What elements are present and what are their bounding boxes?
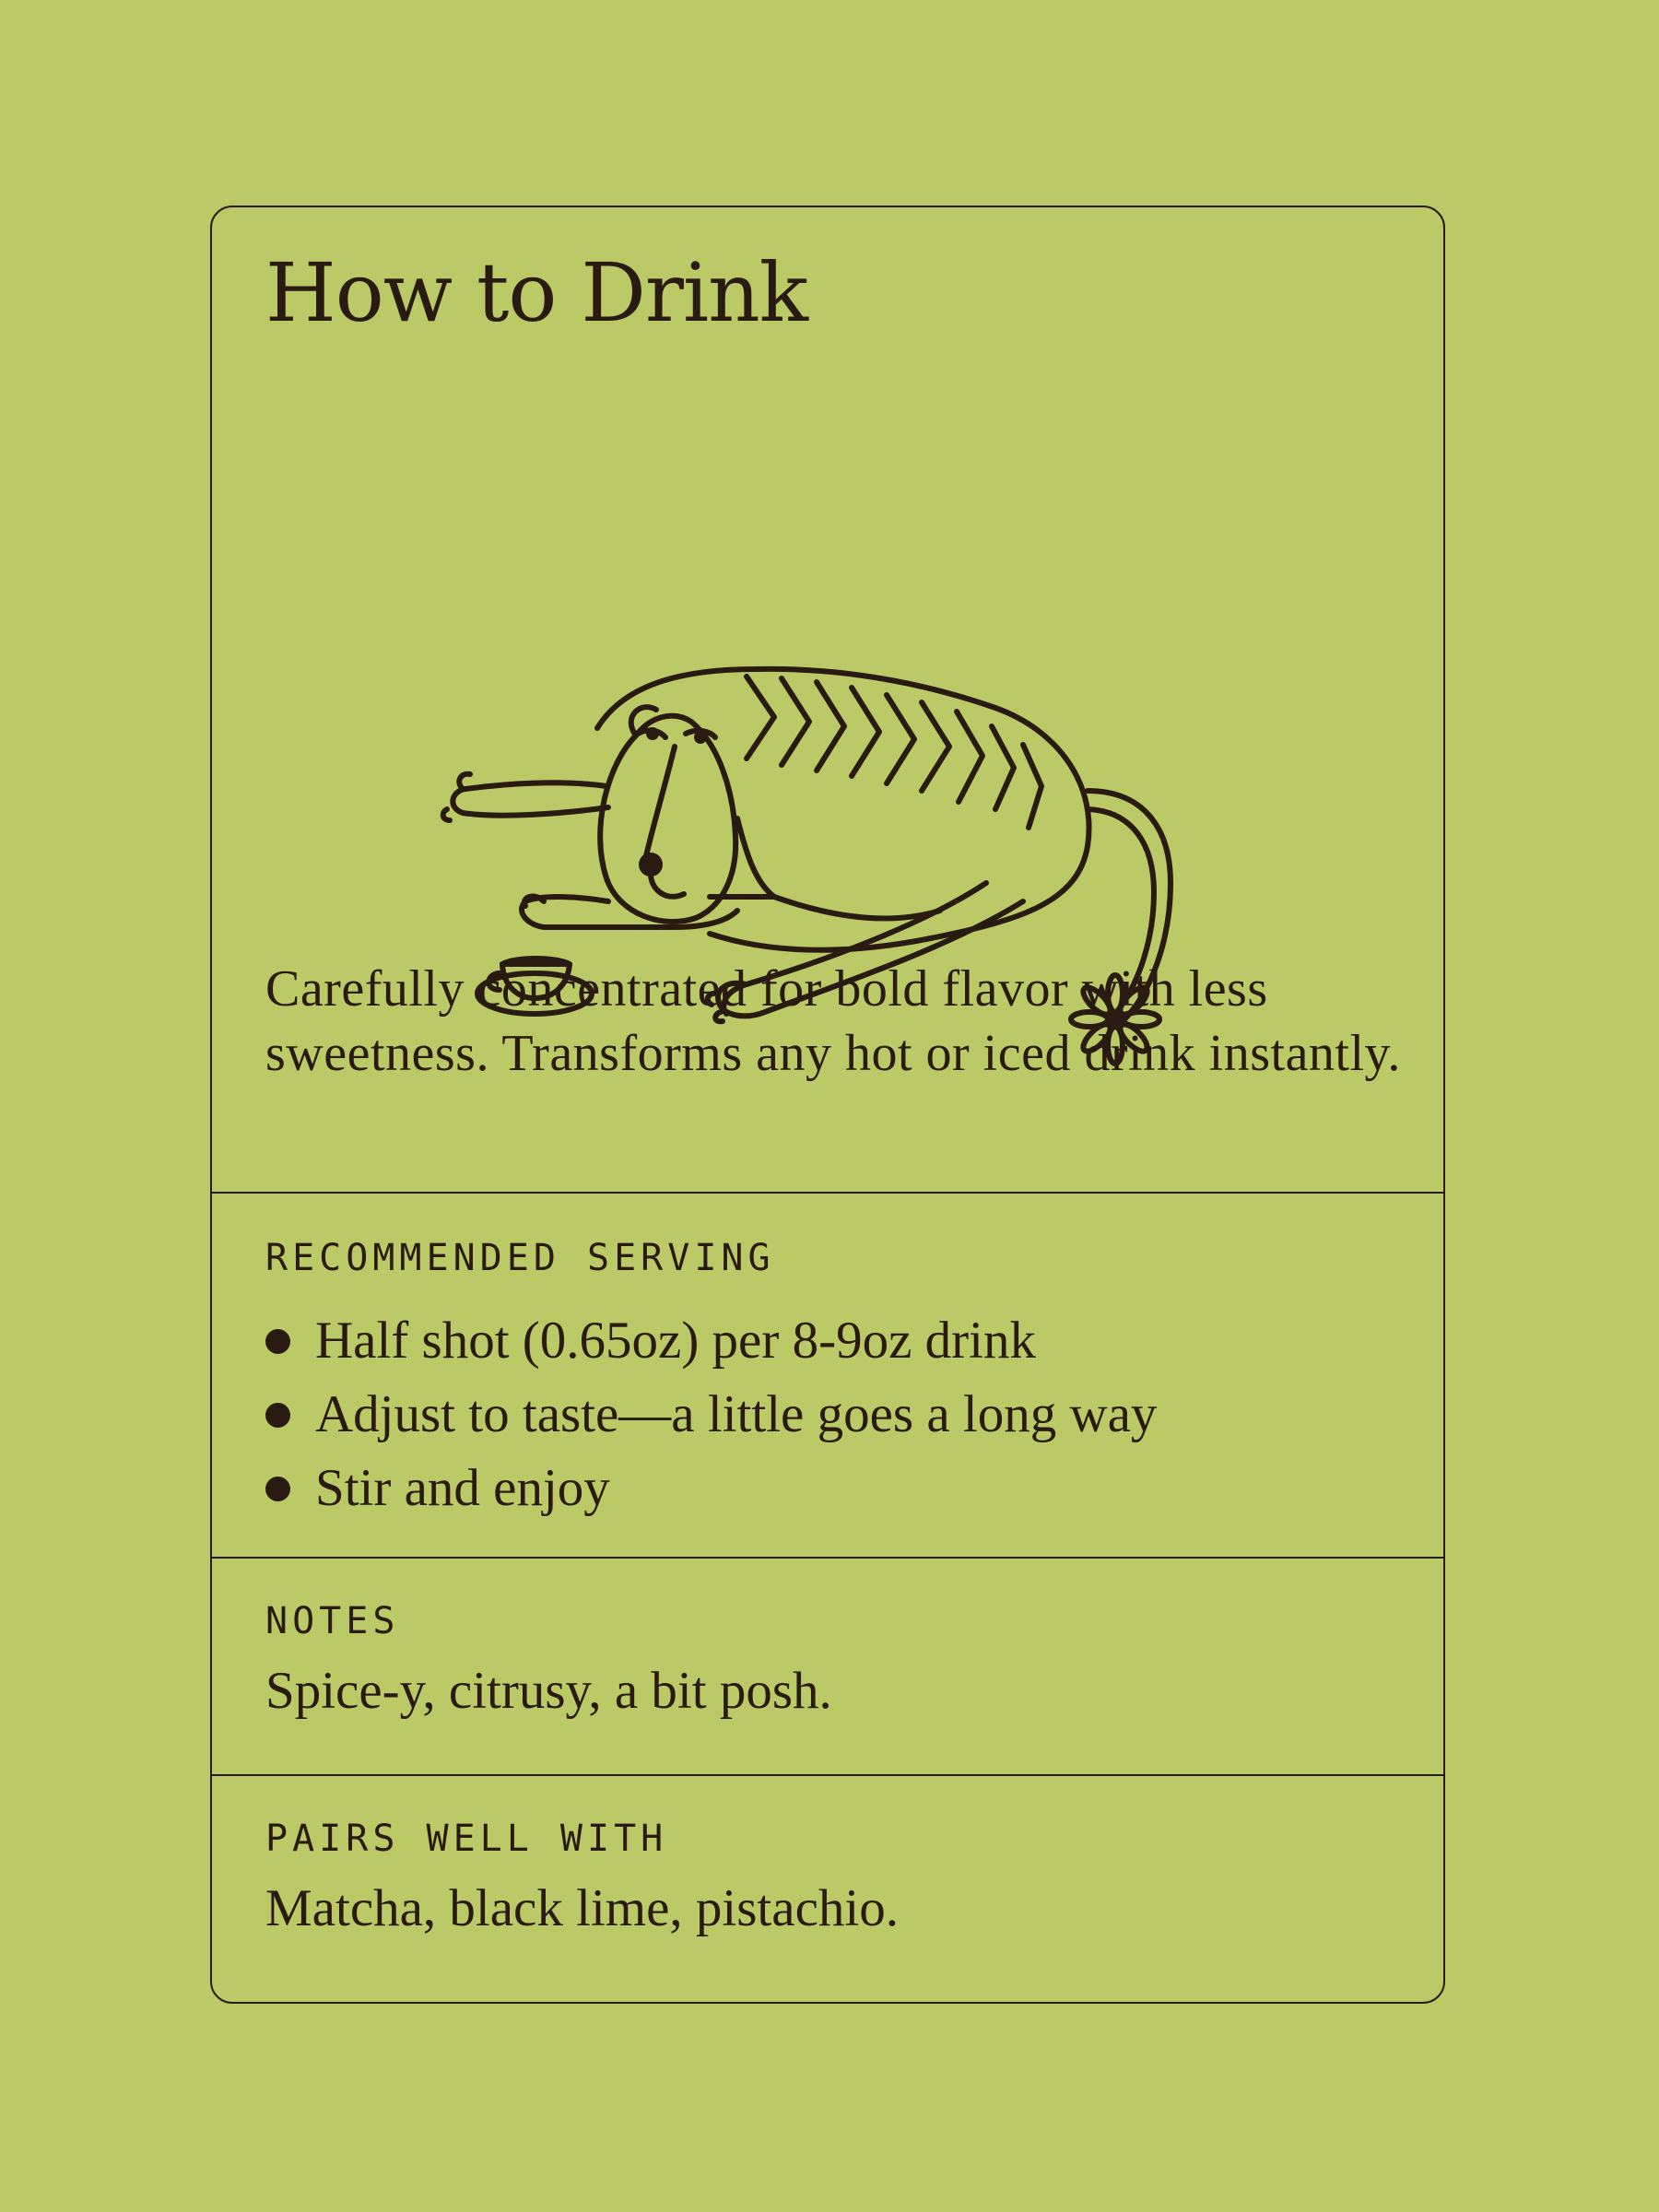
serving-list [265, 1304, 1157, 1525]
bullet-icon [265, 1329, 290, 1354]
pairs-label: PAIRS WELL WITH [265, 1818, 668, 1860]
list-item: Adjust to taste—a little goes a long way [265, 1378, 1157, 1452]
list-item: Stir and enjoy [265, 1452, 1157, 1525]
description-text: Carefully concentrated for bold flavor with less sweetness. Transforms any hot or iced drink instantly. [265, 960, 1401, 1082]
card-title: How to Drink [265, 245, 808, 340]
intro-section [212, 207, 1443, 1192]
bullet-icon [265, 1477, 290, 1501]
list-item: Half shot (0.65oz) per 8-9oz drink [265, 1304, 1157, 1378]
notes-text: Spice-y, citrusy, a bit posh. [265, 1662, 832, 1720]
pairs-text: Matcha, black lime, pistachio. [265, 1879, 899, 1937]
bullet-icon [265, 1403, 290, 1428]
serving-label: RECOMMENDED SERVING [265, 1237, 775, 1279]
notes-label: NOTES [265, 1600, 400, 1642]
how-to-drink-card [210, 206, 1445, 2004]
pairs-section [212, 1776, 1443, 2002]
notes-section [212, 1559, 1443, 1776]
